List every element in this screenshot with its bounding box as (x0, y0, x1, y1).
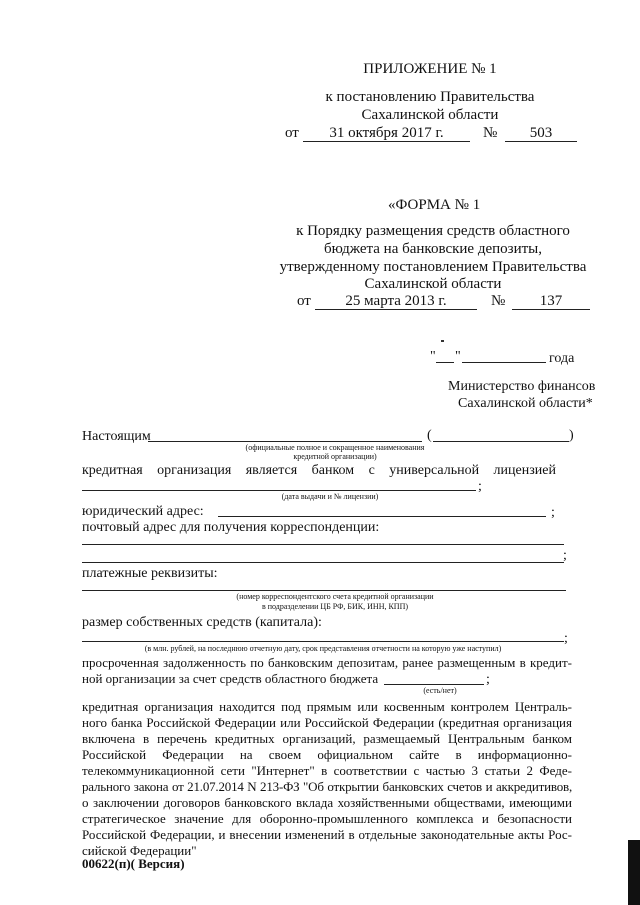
date-day-blank (436, 362, 454, 363)
license-word: является (245, 463, 298, 478)
control-line: ного банка Российской Федерации или Российской Федерации (кредитная организация (82, 715, 572, 730)
form-line-3: утвержденному постановлением Правительства (279, 259, 587, 275)
nastoyashchim-label: Настоящим (82, 429, 151, 444)
appendix-title: ПРИЛОЖЕНИЕ № 1 (363, 61, 497, 77)
org-short-name-blank (433, 441, 569, 442)
caption-payment-1: (номер корреспондентского счета кредитной организации (236, 592, 434, 601)
form-number-underline (512, 309, 590, 310)
postal-address-blank-2 (82, 562, 564, 563)
license-blank (82, 490, 476, 491)
license-line (82, 462, 556, 479)
form-date: 25 марта 2013 г. (345, 293, 447, 309)
control-line: Российской Федерации на своем официальном сайте в информационно- (82, 747, 572, 762)
addressee-line-2: Сахалинской области* (458, 396, 593, 411)
form-date-underline (315, 309, 477, 310)
caption-license: (дата выдачи и № лицензии) (281, 492, 379, 501)
control-line: включена в перечень кредитных организаций, размещаемый Центральным банком (82, 731, 572, 746)
caption-yes-no: (есть/нет) (423, 686, 457, 695)
control-line: рального закона от 21.07.2014 N 213-ФЗ "Об открытии банковских счетов и аккредитивов, (82, 779, 572, 794)
license-word: универсальной (389, 463, 480, 478)
paren-open: ( (427, 428, 432, 443)
caption-names-2: кредитной организации) (293, 452, 377, 461)
postal-address-semicolon: ; (563, 548, 567, 563)
date-year-label: года (549, 351, 575, 366)
payment-details-blank (82, 590, 566, 591)
control-line: кредитная организация находится под прямым или косвенным контролем Централь- (82, 699, 572, 714)
license-word: банком (311, 463, 355, 478)
appendix-number-underline (505, 141, 577, 142)
appendix-number: 503 (529, 125, 553, 141)
appendix-line-1: к постановлению Правительства (325, 89, 535, 105)
license-semicolon: ; (478, 479, 482, 494)
form-line-4: Сахалинской области (364, 276, 502, 292)
org-name-blank (148, 441, 422, 442)
legal-address-label: юридический адрес: (82, 504, 204, 519)
payment-details-label: платежные реквизиты: (82, 566, 218, 581)
caption-names-1: (официальные полное и сокращенное наименования (245, 443, 425, 452)
legal-address-semicolon: ; (551, 505, 555, 520)
control-line: стратегическое значение для оборонно-промышленного комплекса и безопасности (82, 811, 572, 826)
overdue-line-1: просроченная задолженность по банковским депозитам, ранее размещенным в кредит- (82, 655, 572, 670)
control-line: телекоммуникационной сети "Интернет" в соответствии с частью 3 статьи 2 Феде- (82, 763, 572, 778)
form-title: «ФОРМА № 1 (388, 197, 481, 213)
scan-edge-mark (628, 840, 640, 905)
license-word: кредитная (82, 463, 143, 478)
caption-payment-2: в подразделении ЦБ РФ, БИК, ИНН, КПП) (261, 602, 409, 611)
appendix-line-2: Сахалинской области (361, 107, 499, 123)
capital-semicolon: ; (564, 631, 568, 646)
control-line: Российской Федерации, и внесении изменений в отдельные законодательные акты Рос- (82, 827, 572, 842)
license-word: с (368, 463, 375, 478)
overdue-blank (384, 684, 484, 685)
appendix-date: 31 октября 2017 г. (329, 125, 444, 141)
overdue-semicolon: ; (486, 672, 490, 687)
capital-label: размер собственных средств (капитала): (82, 615, 322, 630)
overdue-line-2: ной организации за счет средств областного бюджета (82, 671, 379, 686)
postal-address-blank-1 (82, 544, 564, 545)
license-word: лицензией (493, 463, 556, 478)
form-number: 137 (539, 293, 563, 309)
capital-blank (82, 641, 564, 642)
appendix-num-label: № (483, 125, 498, 141)
appendix-from-label: от (285, 125, 299, 141)
date-quote-close: " (455, 349, 461, 364)
appendix-date-underline (303, 141, 470, 142)
paren-close: ) (569, 428, 574, 443)
form-num-label: № (491, 293, 506, 309)
legal-address-blank (218, 516, 546, 517)
addressee-line-1: Министерство финансов (448, 379, 596, 394)
form-from-label: от (297, 293, 311, 309)
caption-capital: (в млн. рублей, на последнюю отчетную дату, срок представления отчетности на которую уже наступил) (144, 644, 502, 653)
date-month-blank (462, 362, 546, 363)
control-line-last: сийской Федерации" (82, 843, 197, 858)
scan-speck (441, 340, 444, 342)
form-line-2: бюджета на банковские депозиты, (324, 241, 542, 257)
postal-address-label: почтовый адрес для получения корреспонденции: (82, 520, 380, 535)
license-word: организация (157, 463, 232, 478)
footer-code: 00622(п)( Версия) (82, 856, 185, 871)
control-line: о заключении договоров банковского вклада хозяйственными обществами, имеющими (82, 795, 572, 810)
date-quote-open: " (430, 349, 436, 364)
form-line-1: к Порядку размещения средств областного (296, 223, 570, 239)
